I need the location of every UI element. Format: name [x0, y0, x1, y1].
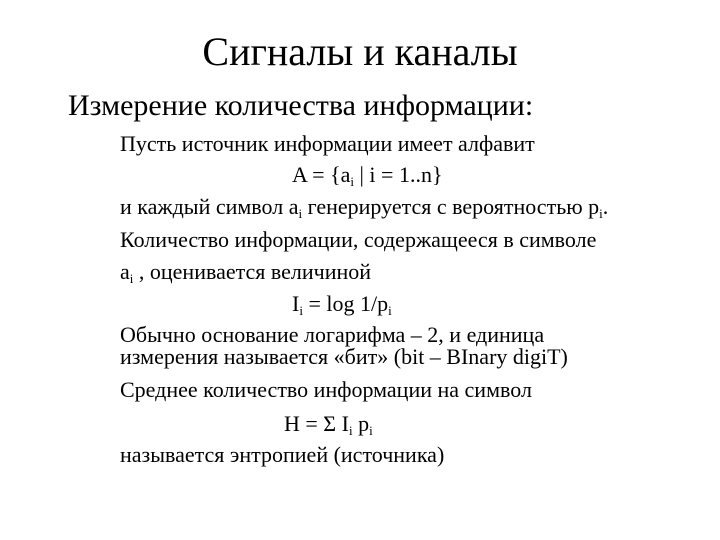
- information-subscript: i: [299, 303, 303, 318]
- estimated-symbol: a: [120, 259, 130, 284]
- symbol-probability-text: [120, 192, 608, 222]
- information-formula: [292, 289, 392, 319]
- estimated-text-end: , оценивается величиной: [133, 259, 372, 284]
- bit-unit-text: измерения называется «бит» (bit – BInary digiT): [120, 344, 568, 369]
- source-intro-text: Пусть источник информации имеет алфавит: [120, 131, 535, 156]
- symbol-subscript: i: [298, 206, 303, 221]
- symbol-text-middle: генерируется с вероятностью p: [302, 194, 600, 219]
- entropy-called-text: называется энтропией (источника): [120, 442, 445, 467]
- alphabet-formula-start: A = {a: [292, 162, 351, 187]
- log-base-text: Обычно основание логарифма – 2, и единица: [120, 322, 545, 347]
- entropy-probability-subscript: i: [369, 423, 373, 438]
- info-amount-text: Количество информации, содержащееся в символе: [120, 227, 597, 252]
- symbol-text-end: .: [602, 194, 609, 219]
- alphabet-formula-end: | i = 1..n}: [354, 162, 443, 187]
- probability-subscript: i: [599, 206, 603, 221]
- estimated-subscript: i: [129, 271, 134, 286]
- alphabet-formula: [292, 160, 443, 190]
- information-symbol: I: [292, 291, 300, 316]
- section-heading: Измерение количества информации:: [68, 89, 534, 122]
- estimated-value-text: [120, 257, 371, 287]
- symbol-text-start: и каждый символ a: [120, 194, 299, 219]
- entropy-formula: [284, 409, 373, 439]
- alphabet-subscript: i: [350, 174, 355, 189]
- entropy-info-subscript: i: [348, 423, 353, 438]
- slide-title: Сигналы и каналы: [202, 29, 518, 74]
- information-formula-middle: = log 1/p: [302, 291, 389, 316]
- entropy-probability-symbol: p: [352, 411, 370, 436]
- entropy-formula-start: H = Σ I: [284, 411, 349, 436]
- average-info-text: Среднее количество информации на символ: [120, 377, 532, 402]
- information-probability-subscript: i: [388, 303, 392, 318]
